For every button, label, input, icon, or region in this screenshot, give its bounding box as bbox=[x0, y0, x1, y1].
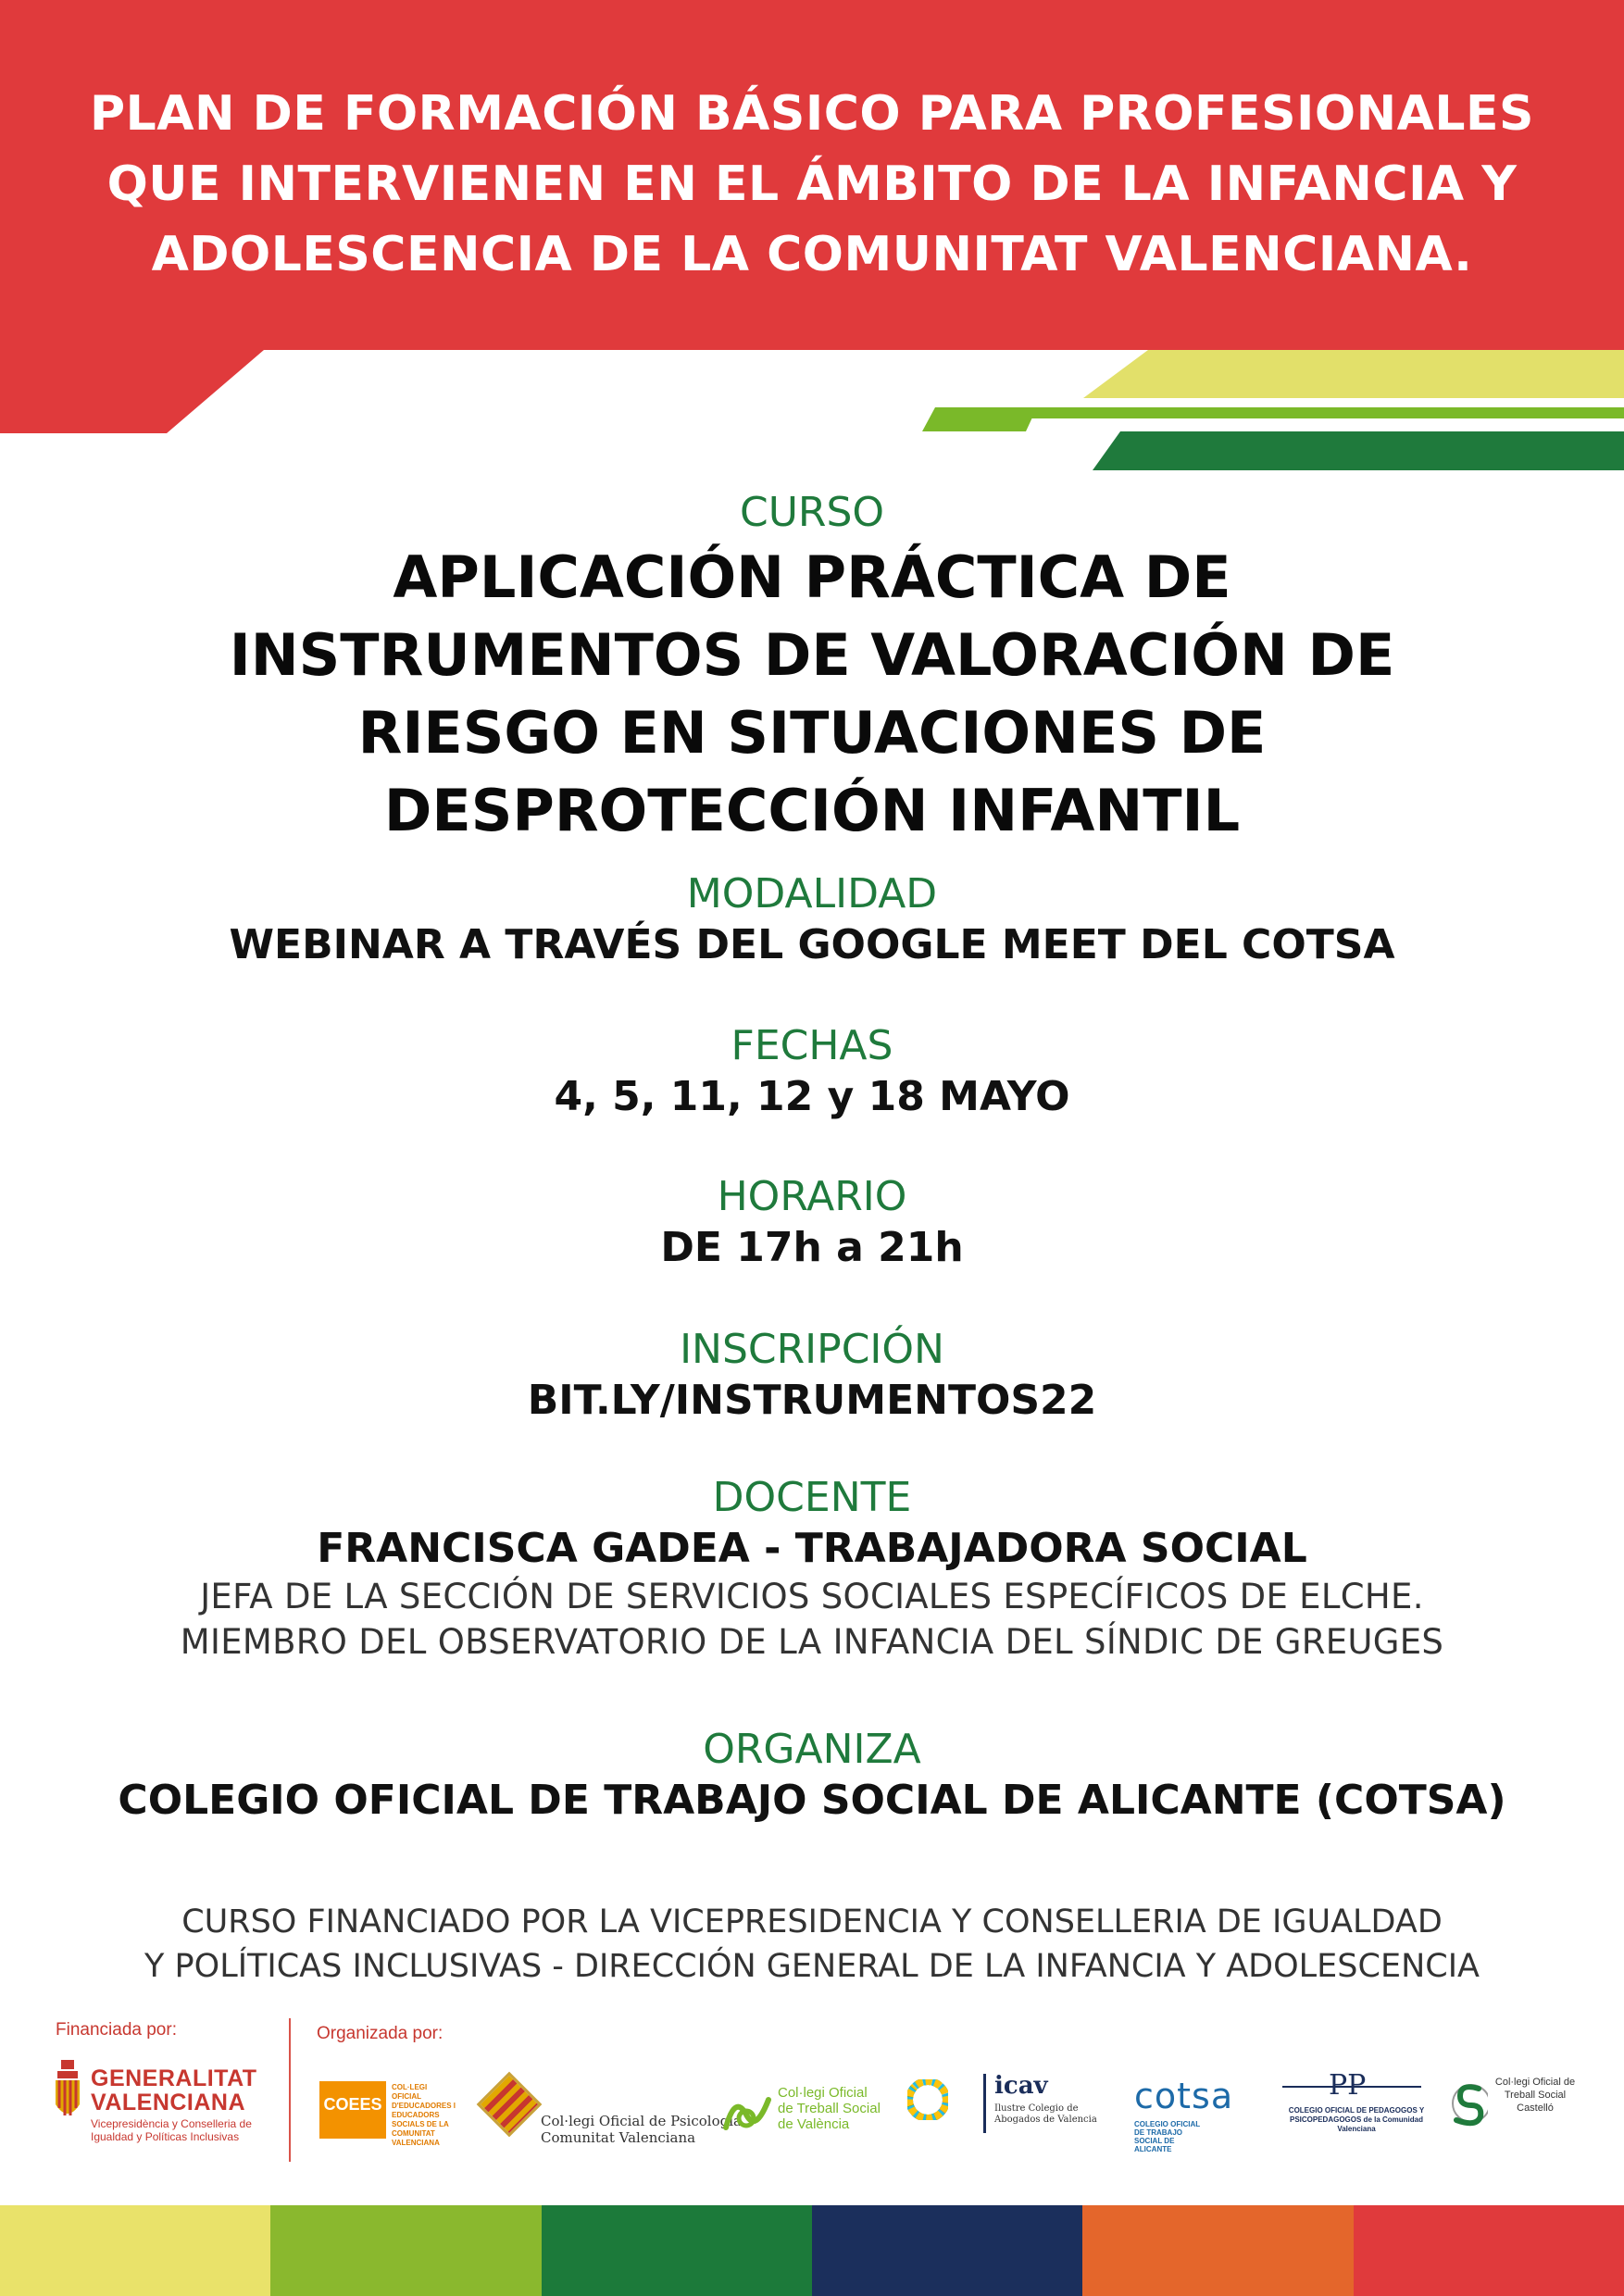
modalidad-label: MODALIDAD bbox=[686, 870, 938, 917]
icav-text: Ilustre Colegio de Abogados de Valencia bbox=[994, 2103, 1097, 2125]
funding-line: Y POLÍTICAS INCLUSIVAS - DIRECCIÓN GENERAL DE LA INFANCIA Y ADOLESCENCIA bbox=[144, 1948, 1480, 1985]
cotsa-text: COLEGIO OFICIAL DE TRABAJO SOCIAL DE ALICANTE bbox=[1134, 2120, 1200, 2153]
fechas-value: 4, 5, 11, 12 y 18 MAYO bbox=[554, 1073, 1070, 1120]
inscripcion-label: INSCRIPCIÓN bbox=[680, 1326, 944, 1373]
cotsa-logo bbox=[1134, 2076, 1273, 2153]
organiza-value: COLEGIO OFICIAL DE TRABAJO SOCIAL DE ALICANTE (COTSA) bbox=[118, 1777, 1506, 1824]
horario-value: DE 17h a 21h bbox=[660, 1224, 964, 1271]
header-yellow-stripe bbox=[1083, 350, 1624, 398]
course-section bbox=[37, 487, 1587, 850]
horario-section bbox=[37, 1171, 1587, 1273]
coees-text: COL·LEGI OFICIAL D'EDUCADORES I EDUCADORS SOCIALS DE LA COMUNITAT VALENCIANA bbox=[392, 2083, 456, 2147]
sdg-wheel-icon bbox=[907, 2079, 948, 2120]
icav-bar bbox=[983, 2074, 986, 2133]
gva-name-line2: VALENCIANA bbox=[91, 2090, 246, 2115]
pedagogos-text: COLEGIO OFICIAL DE PEDAGOGOS Y PSICOPEDAGOGOS de la Comunidad Valenciana bbox=[1288, 2106, 1425, 2133]
docente-name: FRANCISCA GADEA - TRABAJADORA SOCIAL bbox=[317, 1525, 1307, 1572]
psicologia-text bbox=[541, 2113, 742, 2146]
psicologia-logo bbox=[481, 2074, 742, 2148]
color-segment bbox=[812, 2205, 1082, 2296]
psicologia-text-line: Col·legi Oficial de Psicologia bbox=[541, 2113, 742, 2129]
header-title-line: QUE INTERVIENEN EN EL ÁMBITO DE LA INFANCIA Y bbox=[106, 156, 1518, 212]
header-title bbox=[56, 79, 1568, 290]
color-segment bbox=[270, 2205, 541, 2296]
docente-section bbox=[37, 1472, 1587, 1665]
psicologia-text-line: Comunitat Valenciana bbox=[541, 2129, 696, 2146]
coees-box: COEES bbox=[319, 2081, 386, 2139]
docente-detail: JEFA DE LA SECCIÓN DE SERVICIOS SOCIALES ESPECÍFICOS DE ELCHE. bbox=[200, 1577, 1424, 1616]
logos-divider bbox=[289, 2018, 291, 2162]
ctsv-text-line: Col·legi Oficial bbox=[778, 2085, 868, 2101]
inscripcion-section bbox=[37, 1324, 1587, 1426]
generalitat-shield-icon bbox=[54, 2060, 81, 2123]
generalitat-valenciana-logo bbox=[54, 2060, 267, 2143]
ctsc-text: Col·legi Oficial de Treball Social Castelló bbox=[1494, 2077, 1576, 2114]
course-title-line: DESPROTECCIÓN INFANTIL bbox=[383, 777, 1241, 844]
header-lightgreen-stripe bbox=[987, 407, 1624, 418]
ctsv-text bbox=[778, 2085, 881, 2132]
color-segment bbox=[0, 2205, 270, 2296]
financiada-label: Financiada por: bbox=[56, 2020, 177, 2040]
docente-detail: MIEMBRO DEL OBSERVATORIO DE LA INFANCIA DEL SÍNDIC DE GREUGES bbox=[180, 1622, 1444, 1662]
cotsa-name: cotsa bbox=[1134, 2076, 1234, 2116]
ctsv-text-line: de València bbox=[778, 2116, 850, 2132]
inscripcion-link[interactable]: BIT.LY/INSTRUMENTOS22 bbox=[527, 1377, 1097, 1424]
course-title bbox=[37, 539, 1587, 850]
header-darkgreen-stripe bbox=[1093, 431, 1624, 470]
docente-label: DOCENTE bbox=[712, 1474, 912, 1521]
coees-logo bbox=[319, 2081, 456, 2147]
ctsv-logo bbox=[722, 2083, 889, 2148]
color-segment bbox=[542, 2205, 812, 2296]
fechas-label: FECHAS bbox=[731, 1022, 893, 1069]
organiza-section bbox=[37, 1724, 1587, 1826]
ctsv-mark-icon bbox=[722, 2090, 772, 2137]
horario-label: HORARIO bbox=[717, 1173, 907, 1220]
ctsv-text-line: de Treball Social bbox=[778, 2101, 881, 2116]
icav-name: icav bbox=[994, 2072, 1048, 2100]
gva-name-line1: GENERALITAT bbox=[91, 2065, 257, 2091]
gva-subtitle: Vicepresidència y Conselleria de Igualdad y Políticas Inclusivas bbox=[91, 2117, 252, 2143]
fechas-section bbox=[37, 1020, 1587, 1122]
ctsc-logo bbox=[1447, 2072, 1577, 2139]
color-segment bbox=[1354, 2205, 1624, 2296]
header-green-accent bbox=[922, 407, 1037, 431]
course-label: CURSO bbox=[739, 489, 885, 536]
header-title-line: PLAN DE FORMACIÓN BÁSICO PARA PROFESIONALES bbox=[90, 86, 1534, 142]
header-title-line: ADOLESCENCIA DE LA COMUNITAT VALENCIANA. bbox=[151, 227, 1473, 282]
course-title-line: APLICACIÓN PRÁCTICA DE bbox=[393, 543, 1231, 611]
bottom-color-bar bbox=[0, 2205, 1624, 2296]
organizada-label: Organizada por: bbox=[317, 2024, 443, 2043]
psicologia-emblem-icon bbox=[477, 2072, 543, 2138]
modalidad-section bbox=[37, 868, 1587, 970]
modalidad-value: WEBINAR A TRAVÉS DEL GOOGLE MEET DEL COTSA bbox=[229, 921, 1395, 968]
funding-section bbox=[37, 1900, 1587, 1989]
funding-line: CURSO FINANCIADO POR LA VICEPRESIDENCIA Y CONSELLERIA DE IGUALDAD bbox=[181, 1903, 1443, 1940]
organiza-label: ORGANIZA bbox=[703, 1726, 921, 1773]
course-title-line: INSTRUMENTOS DE VALORACIÓN DE bbox=[229, 621, 1395, 689]
color-segment bbox=[1082, 2205, 1353, 2296]
pedagogos-logo bbox=[1282, 2069, 1430, 2143]
pedagogos-mark: PP bbox=[1329, 2069, 1367, 2102]
course-title-line: RIESGO EN SITUACIONES DE bbox=[357, 699, 1267, 767]
icav-logo bbox=[983, 2072, 1113, 2137]
ctsc-mark-icon bbox=[1447, 2074, 1488, 2133]
